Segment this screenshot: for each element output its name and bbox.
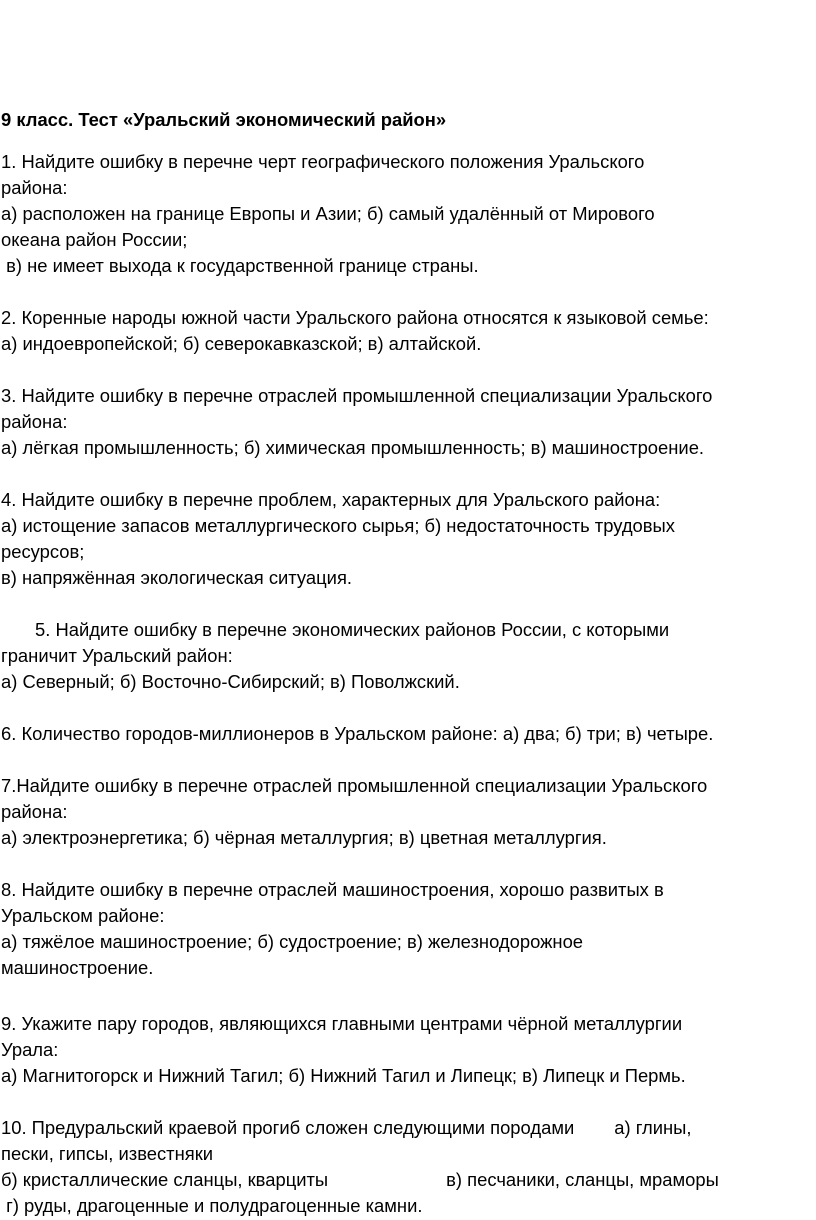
question-line: 1. Найдите ошибку в перечне черт географического положения Уральского [1,151,645,172]
question-line: 2. Коренные народы южной части Уральского района относятся к языковой семье: [1,307,709,328]
question-text: 10. Предуральский краевой прогиб сложен следующими породами [1,1117,575,1138]
question-line [1,1115,816,1141]
question-line: 5. Найдите ошибку в перечне экономических районов России, с которыми [35,619,670,640]
test-title: 9 класс. Тест «Уральский экономический район» [1,109,447,130]
answer-line [1,1167,816,1193]
question-line: Урала: [1,1039,59,1060]
answer-line: а) Магнитогорск и Нижний Тагил; б) Нижний Тагил и Липецк; в) Липецк и Пермь. [1,1065,686,1086]
answer-c: в) песчаники, сланцы, мраморы [446,1169,719,1190]
answer-line: а) тяжёлое машиностроение; б) судостроение; в) железнодорожное [1,931,584,952]
answer-a: а) глины, [614,1117,692,1138]
question-line: граничит Уральский район: [1,645,233,666]
question-7 [1,773,816,851]
answer-line: а) электроэнергетика; б) чёрная металлургия; в) цветная металлургия. [1,827,607,848]
answer-line: в) напряжённая экологическая ситуация. [1,567,353,588]
question-9 [1,1011,816,1089]
question-3 [1,383,816,461]
question-line: 4. Найдите ошибку в перечне проблем, характерных для Уральского района: [1,489,661,510]
answer-line: пески, гипсы, известняки [1,1143,214,1164]
question-line: 7.Найдите ошибку в перечне отраслей промышленной специализации Уральского [1,775,708,796]
question-line: района: [1,177,68,198]
answer-line: океана район России; [1,229,188,250]
question-line: района: [1,801,68,822]
question-line: района: [1,411,68,432]
answer-line: а) истощение запасов металлургического сырья; б) недостаточность трудовых [1,515,675,536]
answer-line: а) расположен на границе Европы и Азии; б) самый удалённый от Мирового [1,203,655,224]
answer-b: б) кристаллические сланцы, кварциты [1,1169,329,1190]
question-1 [1,149,816,279]
question-line: 6. Количество городов-миллионеров в Уральском районе: а) два; б) три; в) четыре. [1,723,714,744]
question-4 [1,487,816,591]
question-8 [1,877,816,981]
question-line: 8. Найдите ошибку в перечне отраслей машиностроения, хорошо развитых в [1,879,664,900]
question-5 [1,617,816,695]
question-6 [1,721,816,747]
answer-line: а) индоевропейской; б) северокавказской; в) алтайской. [1,333,482,354]
question-line: Уральском районе: [1,905,165,926]
answer-line: в) не имеет выхода к государственной границе страны. [1,255,479,276]
answer-d: г) руды, драгоценные и полудрагоценные камни. [1,1195,423,1216]
answer-line: машиностроение. [1,957,154,978]
question-line: 9. Укажите пару городов, являющихся главными центрами чёрной металлургии [1,1013,683,1034]
question-line: 3. Найдите ошибку в перечне отраслей промышленной специализации Уральского [1,385,713,406]
question-10 [1,1115,816,1219]
answer-line: а) Северный; б) Восточно-Сибирский; в) Поволжский. [1,671,460,692]
question-2 [1,305,816,357]
answer-line: ресурсов; [1,541,85,562]
answer-line: а) лёгкая промышленность; б) химическая промышленность; в) машиностроение. [1,437,705,458]
